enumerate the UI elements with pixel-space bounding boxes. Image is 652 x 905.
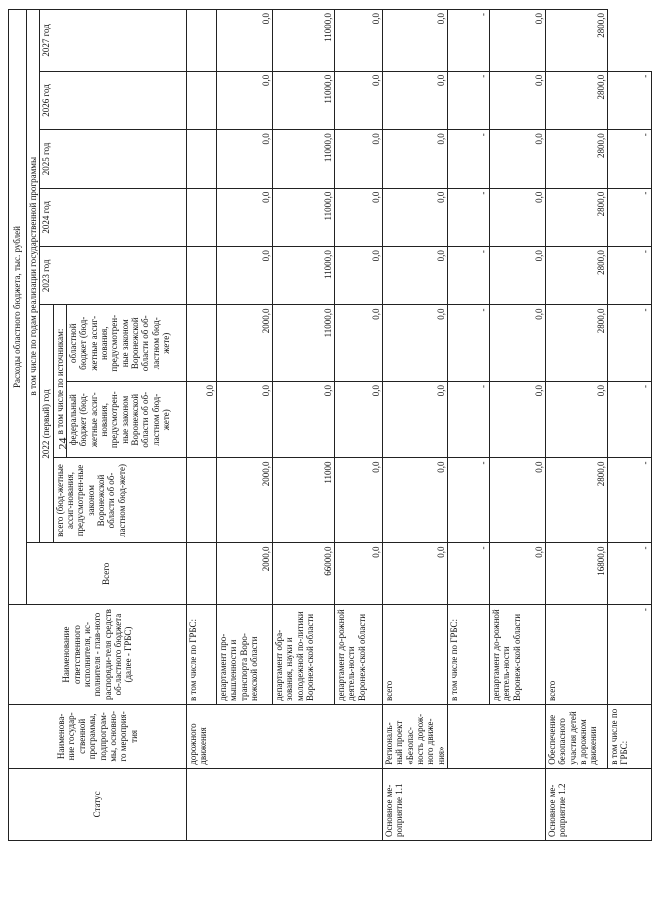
- row-name: Обеспечение безопасного участия детей в дорожном движении: [546, 705, 608, 769]
- row-value: 0,0: [383, 247, 448, 305]
- row-value: -: [608, 188, 652, 246]
- row-value: 11000,0: [273, 247, 335, 305]
- row-value: 0,0: [335, 10, 383, 72]
- row-value: 0,0: [383, 188, 448, 246]
- row-value: 11000,0: [273, 130, 335, 188]
- row-value: 0,0: [490, 130, 546, 188]
- row-value: 0,0: [383, 305, 448, 382]
- row-value: 0,0: [217, 71, 273, 129]
- row-status: Основное ме-роприятие 1.2: [546, 768, 652, 840]
- table-row: [448, 10, 490, 841]
- row-value: 0,0: [217, 10, 273, 72]
- row-value: 2000,0: [217, 305, 273, 382]
- table-row: [383, 10, 448, 841]
- row-value: -: [608, 458, 652, 543]
- row-name: [448, 705, 546, 769]
- row-value: 2800,0: [546, 188, 608, 246]
- row-executor: в том числе по ГРБС:: [448, 605, 490, 705]
- row-value: -: [448, 247, 490, 305]
- row-value: -: [448, 458, 490, 543]
- row-value: 0,0: [490, 305, 546, 382]
- row-value: [187, 458, 217, 543]
- row-value: 0,0: [383, 130, 448, 188]
- row-value: [187, 543, 217, 605]
- row-value: 11000: [273, 458, 335, 543]
- row-value: 2800,0: [546, 130, 608, 188]
- row-value: 0,0: [217, 130, 273, 188]
- row-value: [187, 247, 217, 305]
- row-value: 0,0: [383, 458, 448, 543]
- row-value: 0,0: [490, 71, 546, 129]
- row-value: 16800,0: [546, 543, 608, 605]
- row-value: [187, 10, 217, 72]
- row-value: 0,0: [546, 382, 608, 459]
- row-executor: всего: [546, 605, 608, 705]
- row-value: 0,0: [217, 188, 273, 246]
- row-value: -: [608, 605, 652, 705]
- row-value: -: [448, 382, 490, 459]
- row-value: -: [448, 305, 490, 382]
- row-executor: департамент до-рожной деятель-ности Воронеж-ской области: [335, 605, 383, 705]
- row-value: 11000,0: [273, 10, 335, 72]
- row-value: 0,0: [490, 458, 546, 543]
- row-value: 11000,0: [273, 305, 335, 382]
- row-executor: департамент обра-зования, науки и молодежной по-литики Воронеж-ской области: [273, 605, 335, 705]
- row-executor: департамент про-мышленности и транспорта Воро-нежской области: [217, 605, 273, 705]
- row-value: 0,0: [383, 543, 448, 605]
- row-executor: в том числе по ГРБС:: [608, 705, 652, 769]
- row-executor: в том числе по ГРБС:: [187, 605, 217, 705]
- header-year-2023: 2023 год: [40, 247, 187, 305]
- row-value: -: [448, 188, 490, 246]
- row-value: 0,0: [335, 458, 383, 543]
- budget-table: [8, 9, 652, 841]
- row-value: 0,0: [335, 188, 383, 246]
- row-executor: всего: [383, 605, 448, 705]
- header-year-2022: 2022 (первый) год: [40, 305, 53, 543]
- row-value: 0,0: [335, 543, 383, 605]
- row-value: 0,0: [490, 188, 546, 246]
- row-value: [187, 71, 217, 129]
- row-value: [187, 130, 217, 188]
- row-value: -: [608, 543, 652, 605]
- row-value: 0,0: [335, 382, 383, 459]
- header-by-years: в том числе по годам реализации государственной программы: [27, 10, 40, 544]
- row-value: 2000,0: [217, 543, 273, 605]
- header-executor: Наименование ответственного исполнителя, ис-полнителя - глав-ного распоряди-теля средств об-ластного бюджета (далее - ГРБС): [9, 605, 187, 705]
- row-executor: департамент до-рожной деятель-ности Воронеж-ской области: [490, 605, 546, 705]
- header-year-2027: 2027 год: [40, 10, 187, 72]
- row-value: 11000,0: [273, 71, 335, 129]
- row-value: -: [608, 305, 652, 382]
- rotated-table-container: [8, 9, 650, 841]
- row-value: 0,0: [335, 305, 383, 382]
- row-value: 0,0: [383, 382, 448, 459]
- row-value: -: [448, 10, 490, 72]
- row-value: 0,0: [383, 10, 448, 72]
- row-value: 0,0: [217, 247, 273, 305]
- header-status: Статус: [9, 768, 187, 840]
- row-value: -: [608, 247, 652, 305]
- row-status: Основное ме-роприятие 1.1: [383, 768, 546, 840]
- row-value: -: [608, 71, 652, 129]
- row-value: 2800,0: [546, 458, 608, 543]
- row-value: -: [608, 130, 652, 188]
- row-value: 2800,0: [546, 305, 608, 382]
- row-value: 0,0: [335, 71, 383, 129]
- row-value: -: [448, 543, 490, 605]
- page-number: 24: [55, 437, 70, 450]
- header-expenses-title: Расходы областного бюджета, тыс. рублей: [9, 10, 27, 605]
- row-value: 0,0: [490, 543, 546, 605]
- table-row: [187, 10, 217, 841]
- row-value: 0,0: [187, 382, 217, 459]
- table-row: [546, 10, 608, 841]
- header-total: Всего: [27, 543, 187, 605]
- header-year-2025: 2025 год: [40, 130, 187, 188]
- header-sources: в том числе по источникам:: [53, 305, 66, 458]
- row-status: [187, 768, 383, 840]
- header-year-2026: 2026 год: [40, 71, 187, 129]
- header-year-2024: 2024 год: [40, 188, 187, 246]
- row-value: [187, 305, 217, 382]
- row-value: 2800,0: [546, 247, 608, 305]
- header-total-budget: всего (бюд-жетные ассиг-нования, предусмотрен-ные законом Воронежской области об об-ластном бюд-жете): [53, 458, 186, 543]
- row-value: 2800,0: [546, 10, 608, 72]
- row-value: 2000,0: [217, 458, 273, 543]
- row-value: -: [448, 130, 490, 188]
- table-row: [608, 10, 652, 841]
- header-regional: областной бюджет (бюд-жетные ассиг-нования, предусмотрен-ные законом Воронежской области об об-ластном бюд-жете): [67, 305, 187, 382]
- row-value: 2800,0: [546, 71, 608, 129]
- row-value: 0,0: [490, 247, 546, 305]
- row-name: дорожного движения: [187, 705, 383, 769]
- row-name: Региональ-ный проект «Безопас-ность дорож-ного движе-ния»: [383, 705, 448, 769]
- row-value: 66000,0: [273, 543, 335, 605]
- row-value: 0,0: [273, 382, 335, 459]
- row-value: -: [448, 71, 490, 129]
- row-value: 0,0: [217, 382, 273, 459]
- row-value: 11000,0: [273, 188, 335, 246]
- row-value: 0,0: [490, 382, 546, 459]
- header-program-name: Наименова-ние государ-ственной программы, подпрограм-мы, основно-го мероприя-тия: [9, 705, 187, 769]
- row-value: -: [608, 382, 652, 459]
- row-value: 0,0: [335, 130, 383, 188]
- row-value: [187, 188, 217, 246]
- row-value: 0,0: [490, 10, 546, 72]
- row-value: 0,0: [335, 247, 383, 305]
- header-federal: федеральный бюджет (бюд-жетные ассиг-нования, предусмотрен-ные законом Воронежской области об об-ластном бюд-жете): [67, 382, 187, 459]
- row-value: 0,0: [383, 71, 448, 129]
